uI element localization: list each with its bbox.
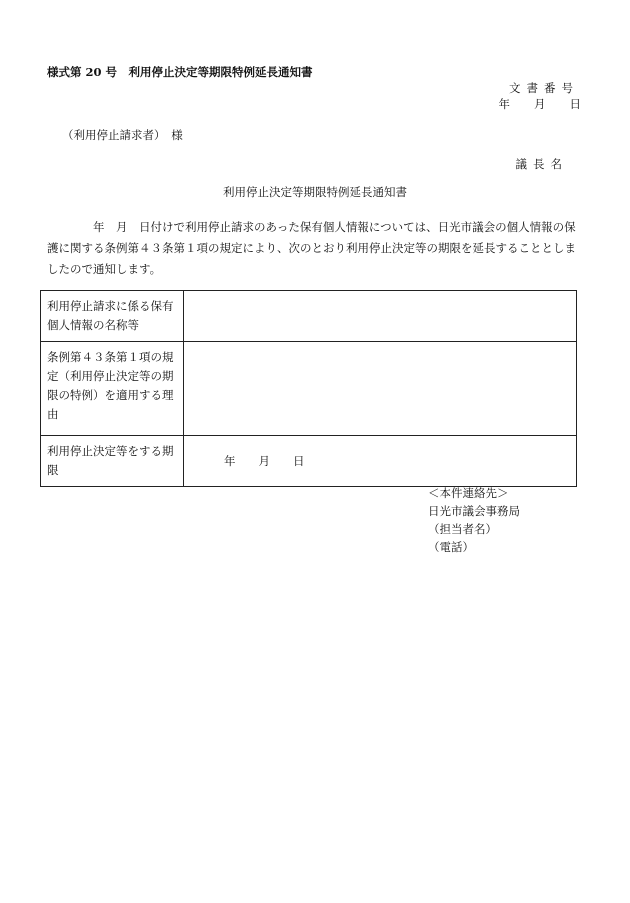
table-row [41,342,577,436]
notice-body [47,217,579,280]
contact-heading: ＜本件連絡先＞ [428,486,509,500]
contact-phone: （電話） [428,540,474,554]
form-number: 様式第 20 号 利用停止決定等期限特例延長通知書 [47,65,313,79]
deadline-date: 年 月 日 [184,436,577,487]
table-row-label: 利用停止請求に係る保有個人情報の名称等 [41,291,184,342]
contact-person: （担当者名） [428,522,497,536]
issue-date-year: 年 [498,97,510,111]
document-number-label: 文書番号 [509,81,579,95]
info-table [40,290,577,487]
issue-date-month: 月 [534,97,546,111]
table-row [41,436,577,487]
table-row-value [184,342,577,436]
table-row-label: 利用停止決定等をする期限 [41,436,184,487]
contact-block [428,484,520,556]
table-row-value [184,291,577,342]
table-row-label: 条例第４３条第１項の規定（利用停止決定等の期限の特例）を適用する理由 [41,342,184,436]
table-row [41,291,577,342]
issue-date [499,96,582,112]
addressee: （利用停止請求者） 様 [62,128,183,142]
issue-date-day: 日 [569,97,581,111]
sender-name: 議長名 [515,157,568,171]
notice-body-paragraph: 年 月 日付けで利用停止請求のあった保有個人情報については、日光市議会の個人情報の保護に関する条例第４３条第１項の規定により、次のとおり利用停止決定等の期限を延長することとしましたので通知します。 [47,220,576,276]
notice-title: 利用停止決定等期限特例延長通知書 [223,185,407,199]
contact-office: 日光市議会事務局 [428,504,520,518]
